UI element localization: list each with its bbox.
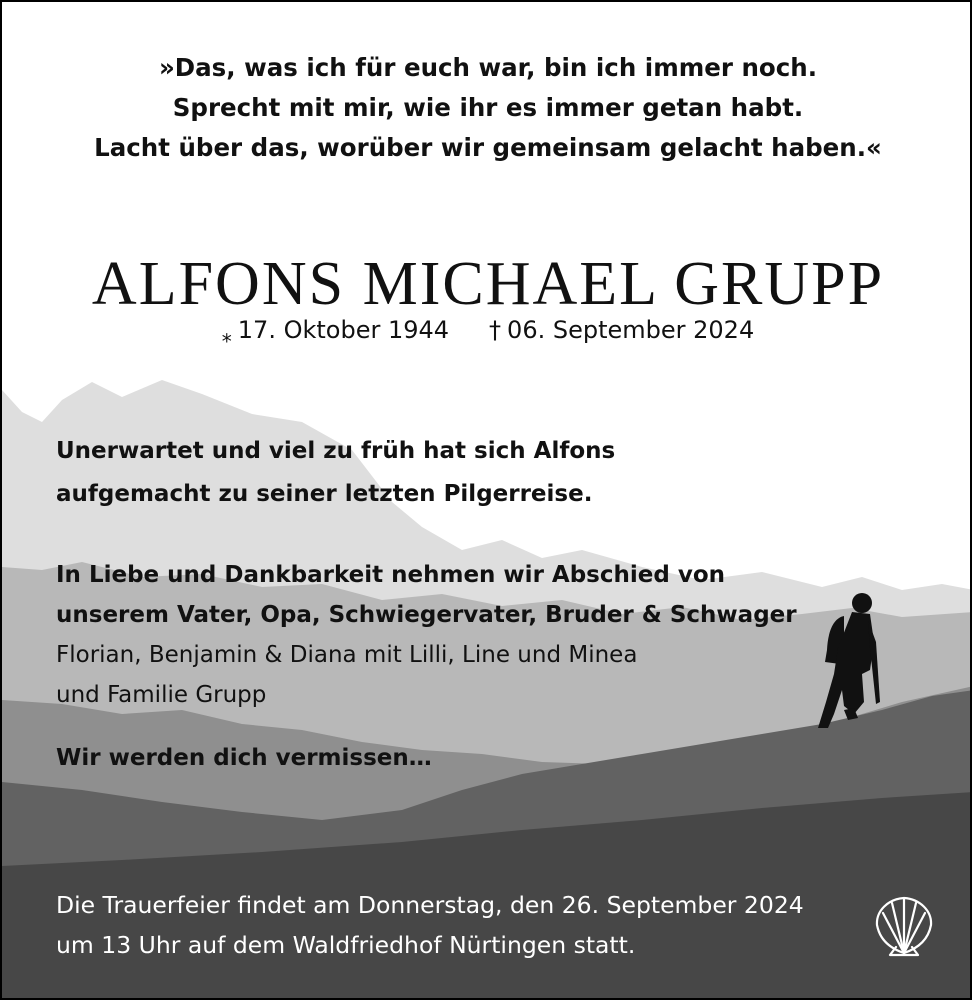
birth-symbol-icon: ⁎ [221,323,232,347]
death-date: 06. September 2024 [507,316,755,344]
deceased-name: ALFONS MICHAEL GRUPP [91,250,885,318]
intro-text [56,430,615,516]
farewell-text: Wir werden dich vermissen… [56,745,432,771]
mourners-family: und Familie Grupp [56,682,267,708]
funeral-info-line-2: um 13 Uhr auf dem Waldfriedhof Nürtingen statt. [56,931,636,959]
memorial-quote [2,48,972,168]
funeral-info [56,885,804,965]
scallop-shell-icon [874,895,934,957]
mourners-names: Florian, Benjamin & Diana mit Lilli, Line und Minea [56,642,638,668]
intro-line-2: aufgemacht zu seiner letzten Pilgerreise. [56,481,593,507]
thanks-line-1: In Liebe und Dankbarkeit nehmen wir Abschied von [56,562,725,588]
quote-line-1: »Das, was ich für euch war, bin ich immer noch. [158,53,818,82]
mourners-text [56,555,797,715]
life-dates [2,316,972,347]
quote-line-2: Sprecht mit mir, wie ihr es immer getan habt. [172,93,804,122]
quote-line-3: Lacht über das, worüber wir gemeinsam gelacht haben.« [94,133,882,162]
death-cross-icon: † [489,316,502,344]
intro-line-1: Unerwartet und viel zu früh hat sich Alfons [56,438,616,464]
thanks-line-2: unserem Vater, Opa, Schwiegervater, Bruder & Schwager [56,602,797,628]
birth-date: 17. Oktober 1944 [237,316,450,344]
funeral-info-line-1: Die Trauerfeier findet am Donnerstag, den 26. September 2024 [56,891,804,919]
